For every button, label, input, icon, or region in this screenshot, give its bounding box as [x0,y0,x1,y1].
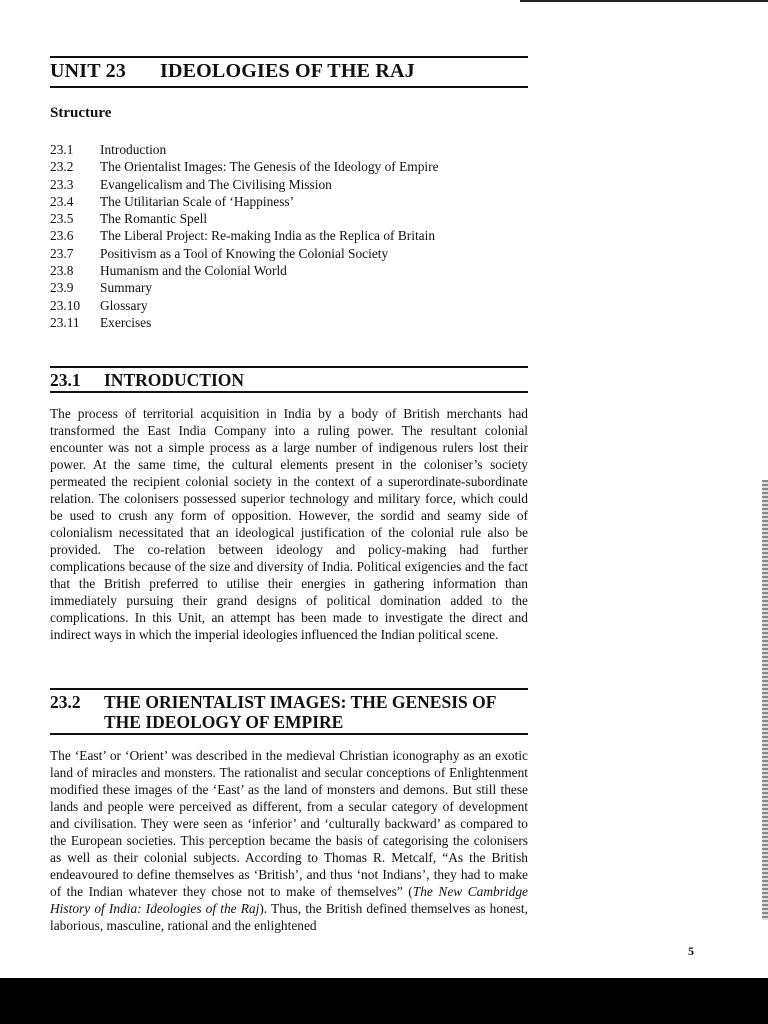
toc-item-title: Summary [100,280,153,296]
toc-item-number: 23.7 [50,245,74,261]
toc-item [50,279,439,296]
toc-item [50,210,439,227]
toc-item [50,314,439,331]
section-heading-orientalist-images [50,688,528,735]
toc-item-number: 23.11 [50,314,80,330]
unit-title-text: IDEOLOGIES OF THE RAJ [160,60,415,82]
toc-item-title: The Liberal Project: Re-making India as the Replica of Britain [100,228,436,244]
orientalist-paragraph [50,747,528,934]
toc-item-number: 23.5 [50,211,74,227]
toc-item-title: Positivism as a Tool of Knowing the Colonial Society [100,245,389,261]
toc-item [50,176,439,193]
page-number: 5 [688,944,694,958]
toc-item [50,193,439,210]
toc-item [50,227,439,244]
section-title-text: INTRODUCTION [104,370,245,390]
structure-list [50,141,439,331]
toc-item-number: 23.8 [50,263,74,279]
toc-item-title: Humanism and the Colonial World [100,263,287,279]
toc-item [50,245,439,262]
toc-item-title: Evangelicalism and The Civilising Mission [100,176,332,192]
toc-item-number: 23.1 [50,142,74,157]
section-title-text: THE ORIENTALIST IMAGES: THE GENESIS OF THE IDEOLOGY OF EMPIRE [104,692,496,732]
toc-item-title: The Utilitarian Scale of ‘Happiness’ [100,193,295,209]
toc-item-title: The Romantic Spell [100,211,208,227]
paragraph-text: The ‘East’ or ‘Orient’ was described in the medieval Christian iconography as an exotic land of miracles and monsters. The rationalist and secular conceptions of Enlightenment modified these images of the ‘East’ as the land of monsters and demons. But still these lands and people were perceived as different, from a secular category of development and civilisation. They were seen as ‘inferior’ and ‘culturally backward’ as compared to the European societies. This perception became the basis of categorising the colonisers as well as their colonial subjects. According to Thomas R. Metcalf, “As the British endeavoured to define themselves as ‘British’, and thus ‘not Indians’, they had to make of the Indian whatever they chose not to make of themselves” ( [50,748,528,899]
book-citation: The New Cambridge History of India: Ideologies of the Raj [50,884,528,916]
section-number: 23.2 [50,692,81,712]
scan-binding-edge [762,480,768,920]
toc-item-number: 23.10 [50,297,81,313]
unit-title [50,60,528,83]
section-title [50,368,528,391]
structure-heading: Structure [50,105,112,121]
toc-item [50,141,439,158]
toc-item-number: 23.3 [50,176,74,192]
unit-header [50,56,528,88]
toc-item-number: 23.6 [50,228,74,244]
toc-item-number: 23.4 [50,193,74,209]
section-title [50,690,528,733]
section-heading-introduction [50,366,528,393]
toc-item-title: The Orientalist Images: The Genesis of the Ideology of Empire [100,159,439,175]
toc-item-number: 23.9 [50,280,74,296]
toc-item-title: Introduction [100,142,167,157]
toc-item-number: 23.2 [50,159,74,175]
toc-item-title: Glossary [100,297,148,313]
scan-bottom-border [0,978,768,1024]
section-number: 23.1 [50,370,81,390]
scan-top-line [520,0,768,2]
introduction-paragraph: The process of territorial acquisition in India by a body of British merchants had transformed the East India Company into a ruling power. The resultant colonial encounter was not a simple process as a large number of indigenous rulers lost their power. At the same time, the cultural elements present in the coloniser’s society permeated the recipient colonial society in the context of a superordinate-subordinate relation. The colonisers possessed superior technology and military force, which could be used to crush any form of opposition. However, the sordid and seamy side of colonialism necessitated that an ideological justification of the colonial rule also be provided. The co-relation between ideology and policy-making had further complications because of the size and diversity of India. Political exigencies and the fact that the British preferred to utilise their energies in gathering information than immediately pursuing their grand designs of political domination added to the complications. In this Unit, an attempt has been made to investigate the direct and indirect ways in which the imperial ideologies influenced the Indian political scene. [50,406,528,642]
unit-number: UNIT 23 [50,60,127,82]
toc-item [50,262,439,279]
toc-item [50,158,439,175]
paragraph-text: ). Thus, the British defined themselves as honest, laborious, masculine, rational and the enlightened [50,901,528,933]
toc-item-title: Exercises [100,314,152,330]
toc-item [50,297,439,314]
